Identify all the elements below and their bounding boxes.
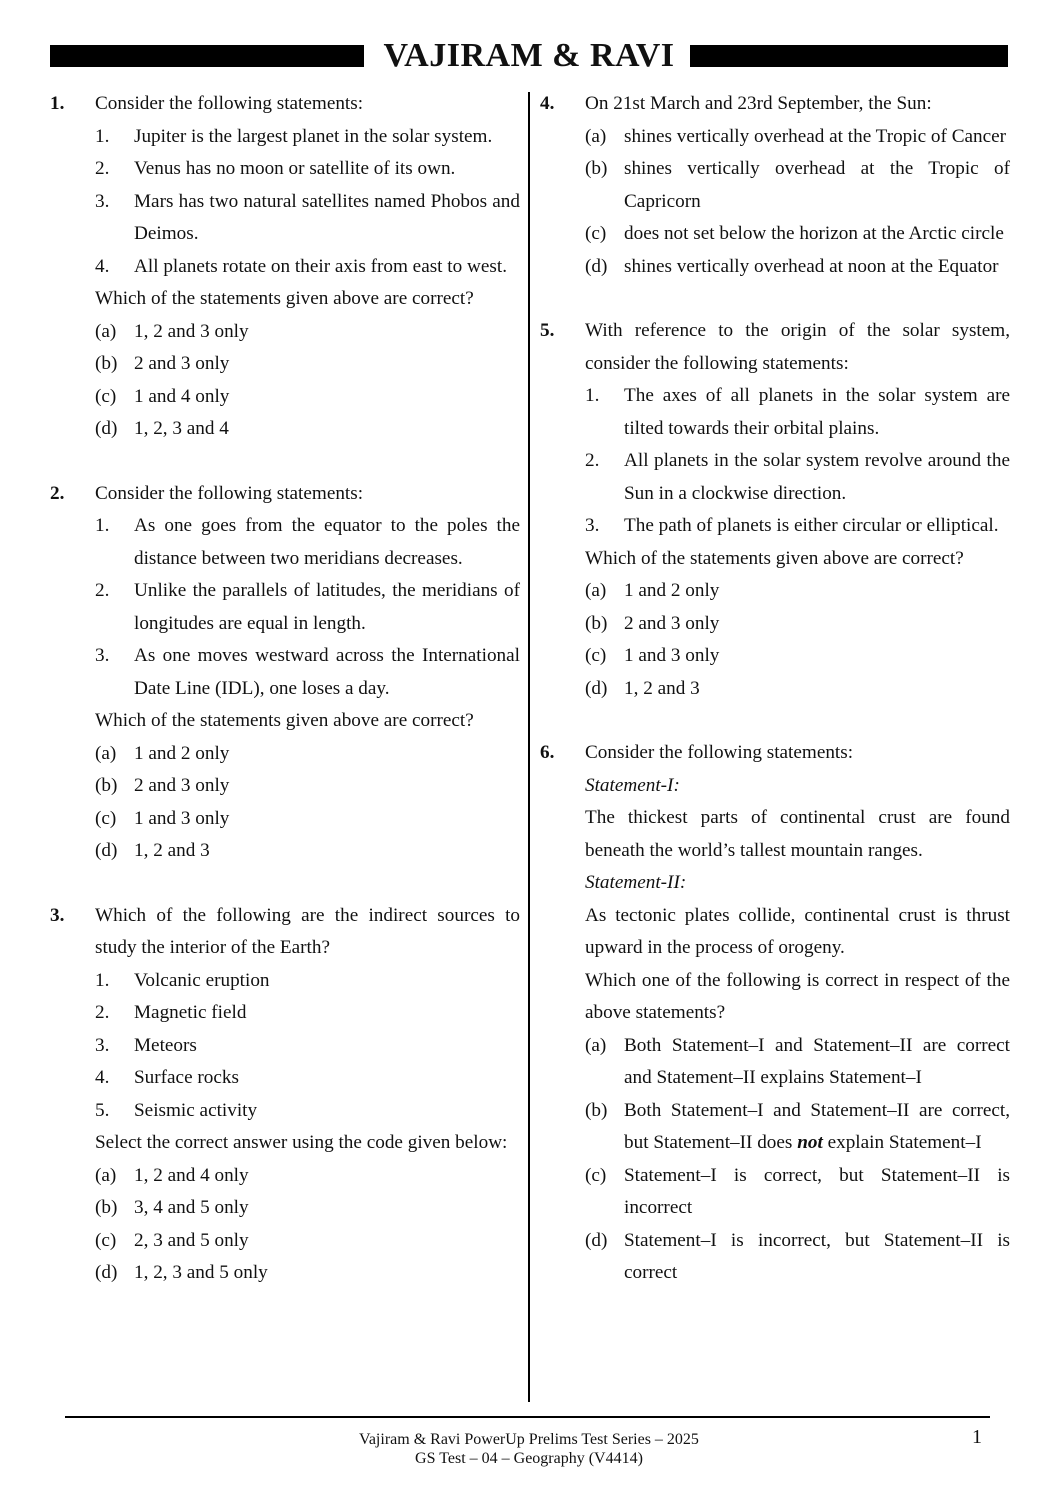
answer-option: (c) does not set below the horizon at the Arctic circle — [585, 223, 1004, 244]
header-title: VAJIRAM & RAVI — [383, 37, 675, 74]
answer-option: (d) Statement–I is incorrect, but Statement–II is correct — [585, 1229, 1010, 1283]
question-4 — [540, 88, 1010, 283]
question-number: 4. — [540, 93, 555, 114]
statement-1-text: The thickest parts of continental crust are found beneath the world’s tallest mountain ranges. — [585, 807, 1010, 861]
answer-option: (a) 1, 2 and 3 only — [95, 320, 249, 342]
statement: 3. Meteors — [95, 1034, 197, 1056]
answer-option: (d) 1, 2, 3 and 5 only — [95, 1262, 268, 1283]
page-header — [50, 37, 1008, 74]
statement-2-heading: Statement-II: — [585, 872, 687, 893]
answer-option: (a) Both Statement–I and Statement–II are correct and Statement–II explains Statement–I — [585, 1034, 1010, 1088]
answer-option: (d) 1, 2 and 3 — [585, 677, 700, 699]
footer-series: Vajiram & Ravi PowerUp Prelims Test Series – 2025 — [359, 1431, 699, 1448]
statement-2-text: As tectonic plates collide, continental crust is thrust upward in the process of orogeny. — [585, 904, 1010, 958]
statement: 4. Surface rocks — [95, 1067, 239, 1088]
statement: 2. Unlike the parallels of latitudes, the meridians of longitudes are equal in length. — [95, 580, 520, 634]
page-number: 1 — [972, 1426, 982, 1448]
question-3 — [50, 900, 520, 1290]
question-1 — [50, 88, 520, 446]
header-bar-left — [50, 45, 364, 67]
question-prompt: Which of the statements given above are correct? — [585, 547, 964, 569]
answer-option: (a) 1 and 2 only — [95, 742, 230, 764]
question-number: 6. — [540, 742, 555, 763]
statement: 5. Seismic activity — [95, 1099, 258, 1121]
statement: 1. As one goes from the equator to the poles the distance between two meridians decreases. — [95, 515, 520, 569]
answer-option: (d) shines vertically overhead at noon at the Equator — [585, 255, 999, 277]
question-number: 1. — [50, 93, 65, 114]
statement: 2. All planets in the solar system revolve around the Sun in a clockwise direction. — [585, 450, 1010, 504]
statement: 3. As one moves westward across the International Date Line (IDL), one loses a day. — [95, 645, 520, 699]
answer-option: (b) 3, 4 and 5 only — [95, 1197, 249, 1218]
footer-test: GS Test – 04 – Geography (V4414) — [415, 1450, 643, 1467]
answer-option: (c) Statement–I is correct, but Statement–II is incorrect — [585, 1164, 1010, 1218]
answer-option: (c) 1 and 4 only — [95, 385, 230, 407]
question-stem: Consider the following statements: — [95, 93, 364, 114]
statement: 4. All planets rotate on their axis from east to west. — [95, 255, 507, 277]
statement-1-heading: Statement-I: — [585, 774, 680, 796]
question-stem: On 21st March and 23rd September, the Sun: — [585, 93, 932, 114]
question-6 — [540, 737, 1010, 1290]
answer-option: (d) 1, 2 and 3 — [95, 840, 210, 861]
question-stem: Consider the following statements: — [585, 742, 854, 763]
left-column — [50, 88, 520, 1290]
question-stem: Which of the following are the indirect sources to study the interior of the Earth? — [95, 904, 520, 958]
emphasis-not: not — [797, 1132, 823, 1153]
answer-option: (a) 1, 2 and 4 only — [95, 1164, 249, 1186]
question-number: 2. — [50, 482, 65, 504]
answer-option: (b) Both Statement–I and Statement–II are correct, but Statement–II does not explain Statement–I — [585, 1099, 1010, 1153]
right-column — [540, 88, 1010, 1290]
question-5 — [540, 315, 1010, 705]
question-2 — [50, 478, 520, 868]
answer-option: (b) 2 and 3 only — [95, 775, 230, 796]
question-number: 5. — [540, 320, 555, 341]
statement: 3. The path of planets is either circular or elliptical. — [585, 515, 999, 536]
statement: 3. Mars has two natural satellites named Phobos and Deimos. — [95, 190, 520, 244]
answer-option: (c) 1 and 3 only — [95, 807, 230, 829]
question-prompt: Select the correct answer using the code given below: — [95, 1132, 508, 1153]
question-prompt: Which of the statements given above are correct? — [95, 288, 474, 309]
statement: 1. Volcanic eruption — [95, 969, 270, 991]
answer-option: (c) 1 and 3 only — [585, 645, 720, 666]
column-divider — [528, 92, 530, 1402]
statement: 2. Venus has no moon or satellite of its own. — [95, 158, 456, 179]
answer-option: (b) shines vertically overhead at the Tropic of Capricorn — [585, 158, 1010, 212]
statement: 1. Jupiter is the largest planet in the solar system. — [95, 125, 493, 147]
header-bar-right — [690, 45, 1008, 67]
question-prompt: Which one of the following is correct in respect of the above statements? — [585, 969, 1010, 1023]
question-stem: Consider the following statements: — [95, 482, 364, 504]
footer-rule — [65, 1416, 990, 1418]
answer-option: (b) 2 and 3 only — [95, 353, 230, 374]
question-number: 3. — [50, 904, 65, 926]
question-prompt: Which of the statements given above are correct? — [95, 710, 474, 731]
answer-option: (a) 1 and 2 only — [585, 580, 720, 601]
statement: 1. The axes of all planets in the solar system are tilted towards their orbital plains. — [585, 385, 1010, 439]
answer-option: (d) 1, 2, 3 and 4 — [95, 418, 229, 439]
answer-option: (a) shines vertically overhead at the Tropic of Cancer — [585, 125, 1007, 147]
answer-option: (b) 2 and 3 only — [585, 612, 720, 634]
statement: 2. Magnetic field — [95, 1002, 247, 1023]
question-stem: With reference to the origin of the solar system, consider the following statements: — [585, 320, 1010, 374]
answer-option: (c) 2, 3 and 5 only — [95, 1229, 249, 1251]
